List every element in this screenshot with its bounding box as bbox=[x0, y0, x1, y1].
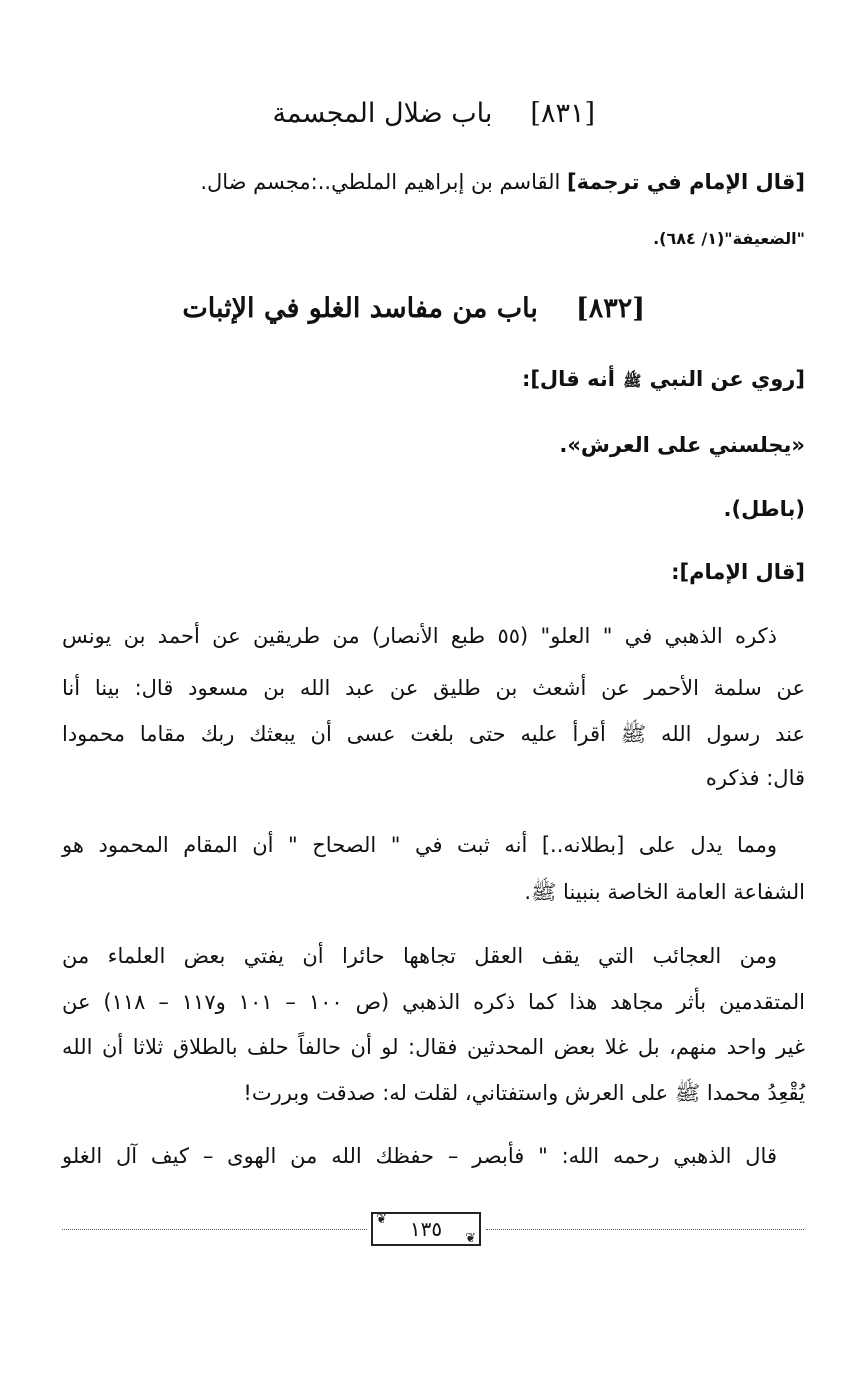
salawat-icon: ﷺ bbox=[623, 372, 642, 390]
page-number-box bbox=[371, 1212, 481, 1246]
section-831-heading bbox=[272, 98, 595, 129]
footer-rule-right bbox=[486, 1229, 804, 1230]
reference-citation: "الضعيفة"(١/ ٦٨٤). bbox=[653, 229, 805, 248]
paragraph-line: قال الذهبي رحمه الله: " فأبصر – حفظك الله من الهوى – كيف آل الغلو bbox=[62, 1144, 777, 1168]
paragraph-line: غير واحد منهم، بل غلا بعض المحدثين فقال: لو أن حالفاً حلف بالطلاق ثلاثا أن الله bbox=[62, 1035, 805, 1059]
hadith-intro bbox=[522, 367, 805, 394]
ornament-icon: ❦ bbox=[465, 1231, 476, 1246]
intro-text: [روي عن النبي bbox=[649, 367, 805, 391]
section-832-heading bbox=[182, 293, 645, 324]
section-number: [٨٣٢] bbox=[575, 293, 645, 324]
paragraph-line: عند رسول الله ﷺ أقرأ عليه حتى بلغت عسى أن يبعثك ربك مقاما محمودا bbox=[62, 722, 805, 746]
page-number: ١٣٥ bbox=[409, 1217, 443, 1241]
paragraph-line: ذكره الذهبي في " العلو" (٥٥ طبع الأنصار) من طريقين عن أحمد بن يونس bbox=[62, 624, 777, 648]
paragraph-line: يُقْعِدُ محمدا ﷺ على العرش واستفتاني، لقلت له: صدقت وبررت! bbox=[243, 1081, 805, 1105]
paragraph-line: المتقدمين بأثر مجاهد هذا كما ذكره الذهبي (ص ١٠٠ – ١٠١ و١١٧ – ١١٨) عن bbox=[62, 990, 805, 1014]
paragraph-line: عن سلمة الأحمر عن أشعث بن طليق عن عبد الله بن مسعود قال: بينا أنا bbox=[62, 676, 805, 700]
paragraph-line: الشفاعة العامة الخاصة بنبينا ﷺ. bbox=[524, 880, 805, 904]
bracket-label: [قال الإمام في ترجمة] bbox=[567, 170, 805, 194]
section-title: باب من مفاسد الغلو في الإثبات bbox=[182, 293, 538, 324]
paragraph-line: ومن العجائب التي يقف العقل تجاهها حائرا أن يفتي بعض العلماء من bbox=[62, 944, 777, 968]
section-title: باب ضلال المجسمة bbox=[272, 98, 493, 129]
imam-label: [قال الإمام]: bbox=[671, 560, 805, 584]
section-number: [٨٣١] bbox=[530, 98, 595, 129]
hadith-text: «يجلسني على العرش». bbox=[559, 433, 805, 457]
intro-text: أنه قال]: bbox=[521, 367, 615, 391]
hadith-grade: (باطل). bbox=[723, 497, 805, 521]
footer-rule-left bbox=[62, 1229, 367, 1230]
ornament-icon: ❦ bbox=[376, 1212, 387, 1227]
paragraph-line: قال: فذكره bbox=[705, 766, 805, 790]
body-text: القاسم بن إبراهيم الملطي..:مجسم ضال. bbox=[200, 170, 567, 194]
section-831-text bbox=[200, 170, 805, 194]
paragraph-line: ومما يدل على [بطلانه..] أنه ثبت في " الصحاح " أن المقام المحمود هو bbox=[62, 833, 777, 857]
